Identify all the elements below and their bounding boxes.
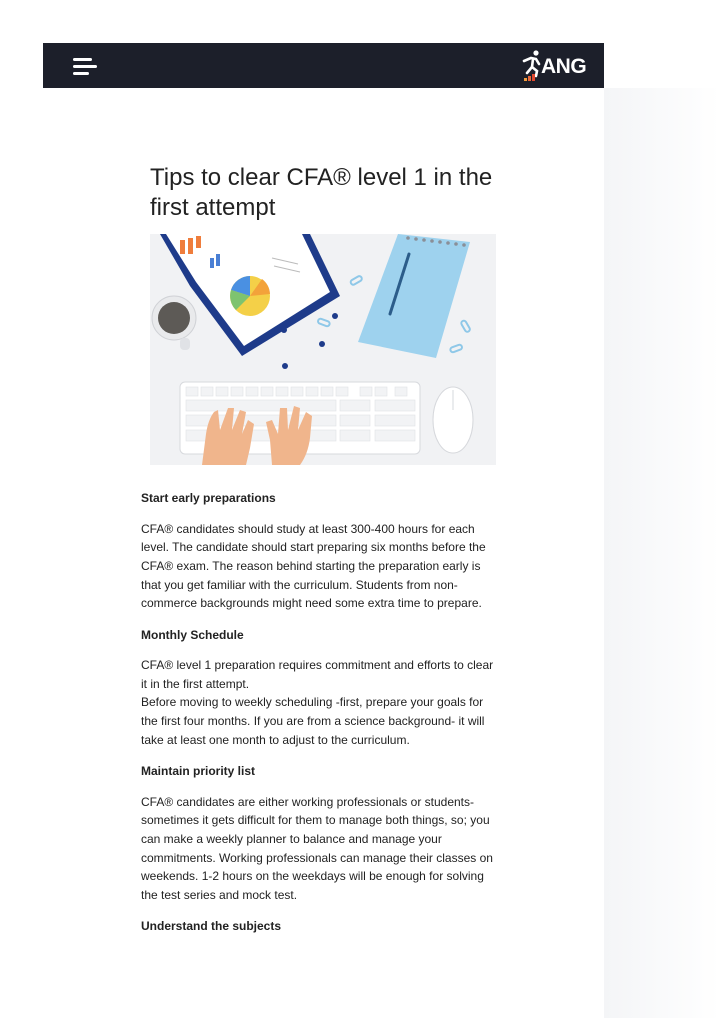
section-heading-understand-subjects: Understand the subjects: [141, 919, 282, 934]
page-side-shade: [604, 88, 720, 1018]
section-heading-monthly-schedule: Monthly Schedule: [141, 627, 244, 642]
section-heading-start-early: Start early preparations: [141, 491, 276, 505]
section-paragraph: CFA® candidates should study at least 300-400 hours for each level. The candidate should start preparing six months before the CFA® exam. The reason behind starting the preparation early is that you get familiar with the curriculum. Students from non-commerce backgrounds might need some extra time to prepare.: [141, 521, 486, 611]
runner-logo-icon: [521, 49, 543, 83]
section-paragraph: CFA® level 1 preparation requires commitment and efforts to clear it in the first attempt.: [141, 658, 494, 691]
section-heading-priority-list: Maintain priority list: [141, 764, 256, 779]
section-paragraph: CFA® candidates are either working professionals or students- sometimes it gets difficult for them to manage both things, so; you can make a weekly planner to balance and manage your commitments. Working professionals can manage their classes on weekends. 1-2 hours on the weekdays will be enough for solving the test series and mock test.: [141, 794, 493, 903]
article-body: [141, 489, 501, 948]
section-paragraph: Before moving to weekly scheduling -first, prepare your goals for the first four months. If you are from a science background- it will take at least one month to adjust to the curriculum.: [141, 695, 485, 747]
hero-image-desk-illustration: [150, 234, 496, 465]
computer-mouse-icon: [433, 387, 473, 453]
hamburger-menu-icon[interactable]: [73, 58, 97, 76]
top-navbar: [43, 43, 604, 88]
logo-text: ANG: [541, 55, 587, 78]
article-title: Tips to clear CFA® level 1 in the first attempt: [150, 164, 493, 221]
ang-logo[interactable]: [521, 49, 591, 83]
